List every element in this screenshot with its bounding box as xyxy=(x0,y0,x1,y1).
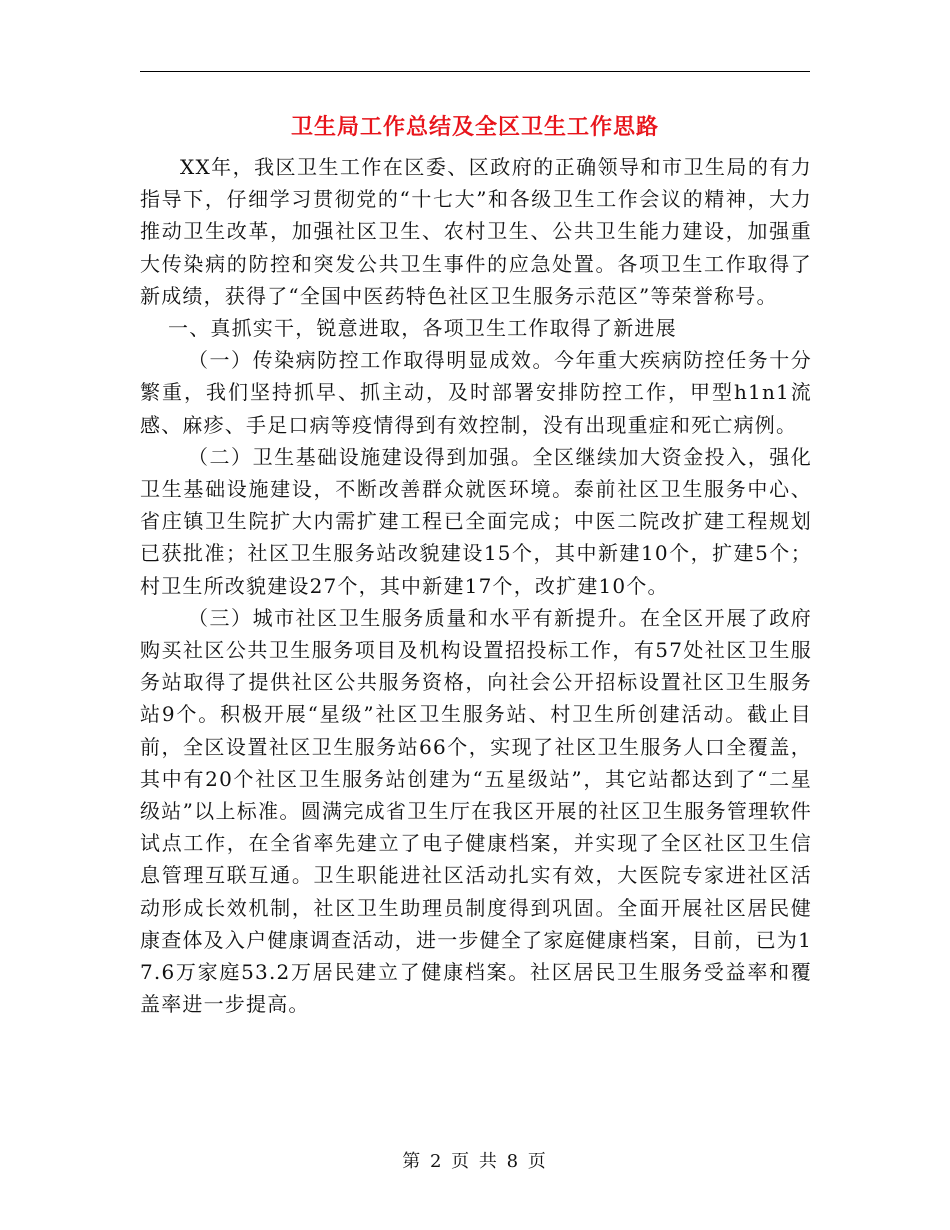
intro-paragraph: XX年，我区卫生工作在区委、区政府的正确领导和市卫生局的有力指导下，仔细学习贯彻党的“十七大”和各级卫生工作会议的精神，大力推动卫生改革，加强社区卫生、农村卫生、公共卫生能力建设，加强重大传染病的防控和突发公共卫生事件的应急处置。各项卫生工作取得了新成绩，获得了“全国中医药特色社区卫生服务示范区”等荣誉称号。 xyxy=(140,155,812,308)
document-title: 卫生局工作总结及全区卫生工作思路 xyxy=(290,114,659,140)
page-number-footer: 第 2 页 共 8 页 xyxy=(402,1151,548,1172)
item-paragraph-2: （二）卫生基础设施建设得到加强。全区继续加大资金投入，强化卫生基础设施建设，不断改善群众就医环境。泰前社区卫生服务中心、省庄镇卫生院扩大内需扩建工程已全面完成；中医二院改扩建工程规划已获批准；社区卫生服务站改貌建设15个，其中新建10个，扩建5个；村卫生所改貌建设27个，其中新建17个，改扩建10个。 xyxy=(140,444,812,598)
header-rule xyxy=(140,71,810,72)
document-body xyxy=(140,151,812,1020)
section-heading: 一、真抓实干，锐意进取，各项卫生工作取得了新进展 xyxy=(168,316,677,341)
item-paragraph-1: （一）传染病防控工作取得明显成效。今年重大疾病防控任务十分繁重，我们坚持抓早、抓主动，及时部署安排防控工作，甲型h1n1流感、麻疹、手足口病等疫情得到有效控制，没有出现重症和死亡病例。 xyxy=(140,348,812,437)
item-paragraph-3: （三）城市社区卫生服务质量和水平有新提升。在全区开展了政府购买社区公共卫生服务项目及机构设置招投标工作，有57处社区卫生服务站取得了提供社区公共服务资格，向社会公开招标设置社区卫生服务站9个。积极开展“星级”社区卫生服务站、村卫生所创建活动。截止目前，全区设置社区卫生服务站66个，实现了社区卫生服务人口全覆盖，其中有20个社区卫生服务站创建为“五星级站”，其它站都达到了“二星级站”以上标准。圆满完成省卫生厅在我区开展的社区卫生服务管理软件试点工作，在全省率先建立了电子健康档案，并实现了全区社区卫生信息管理互联互通。卫生职能进社区活动扎实有效，大医院专家进社区活动形成长效机制，社区卫生助理员制度得到巩固。全面开展社区居民健康查体及入户健康调查活动，进一步健全了家庭健康档案，目前，已为17.6万家庭53.2万居民建立了健康档案。社区居民卫生服务受益率和覆盖率进一步提高。 xyxy=(140,605,812,1017)
